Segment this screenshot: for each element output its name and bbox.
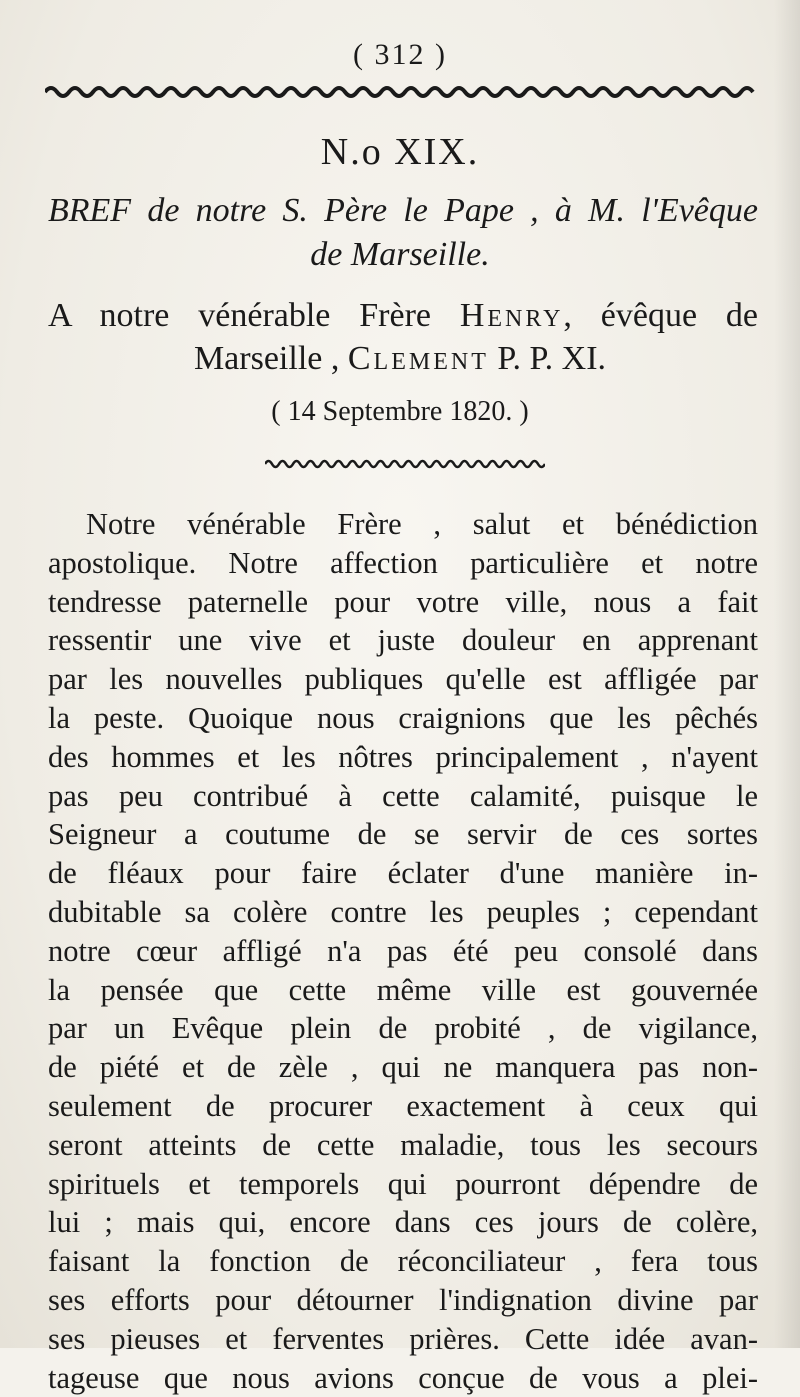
document-title-line-1: BREF de notre S. Père le Pape , à M. l'Evêque: [48, 192, 758, 229]
body-line: tendresse paternelle pour votre ville, nous a fait: [48, 584, 758, 619]
pope-title: P. P. XI.: [497, 340, 607, 377]
address-line-2: [0, 340, 800, 378]
pope-name: Clement: [347, 340, 489, 377]
addressee-name: Henry: [459, 297, 564, 334]
address-place: Marseille ,: [193, 340, 340, 377]
body-line: Seigneur a coutume de se servir de ces sortes: [48, 817, 758, 852]
section-number: N.o XIX.: [320, 131, 480, 173]
body-line: ressentir une vive et juste douleur en apprenant: [48, 623, 758, 658]
ornamental-rule: [45, 84, 755, 100]
body-line: la pensée que cette même ville est gouvernée: [48, 972, 758, 1007]
body-line: tageuse que nous avions conçue de vous a plei-: [48, 1360, 758, 1395]
body-line: pas peu contribué à cette calamité, puisque le: [48, 778, 758, 813]
body-line: apostolique. Notre affection particulière et notre: [48, 545, 758, 580]
body-line: par un Evêque plein de probité , de vigilance,: [48, 1011, 758, 1046]
page-edge-shadow: [774, 0, 800, 1348]
body-line: ses efforts pour détourner l'indignation divine par: [48, 1282, 758, 1317]
letter-date: ( 14 Septembre 1820. ): [271, 396, 529, 427]
body-line: dubitable sa colère contre les peuples ; cependant: [48, 894, 758, 929]
body-line: seulement de procurer exactement à ceux qui: [48, 1088, 758, 1123]
body-line: faisant la fonction de réconciliateur , fera tous: [48, 1244, 758, 1279]
letter-body: [48, 505, 758, 1397]
body-line: de piété et de zèle , qui ne manquera pas non-: [48, 1050, 758, 1085]
address-suffix: , évêque de: [563, 297, 758, 334]
body-line: de fléaux pour faire éclater d'une manière in-: [48, 856, 758, 891]
body-line: notre cœur affligé n'a pas été peu consolé dans: [48, 933, 758, 968]
address-line-1: [48, 294, 758, 338]
body-line: spirituels et temporels qui pourront dépendre de: [48, 1166, 758, 1201]
body-line: la peste. Quoique nous craignions que les pêchés: [48, 700, 758, 735]
body-line: des hommes et les nôtres principalement , n'ayent: [48, 739, 758, 774]
separator-rule: [265, 458, 545, 470]
address-prefix: A notre vénérable Frère: [48, 297, 431, 334]
page-number: ( 312 ): [353, 38, 447, 71]
body-line: par les nouvelles publiques qu'elle est affligée par: [48, 662, 758, 697]
body-line: lui ; mais qui, encore dans ces jours de colère,: [48, 1205, 758, 1240]
document-title-line-2: de Marseille.: [310, 236, 490, 273]
body-line: ses pieuses et ferventes prières. Cette idée avan-: [48, 1321, 758, 1356]
body-line: Notre vénérable Frère , salut et bénédiction: [86, 507, 758, 541]
body-line: seront atteints de cette maladie, tous les secours: [48, 1127, 758, 1162]
